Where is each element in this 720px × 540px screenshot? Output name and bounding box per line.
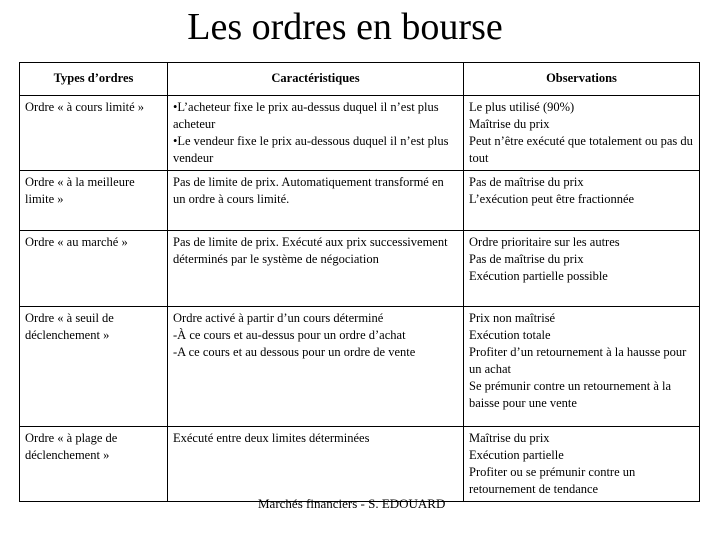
observation-line: Se prémunir contre un retournement à la baisse pour une vente — [469, 379, 672, 410]
table-row — [20, 96, 700, 171]
observation-line: L’exécution peut être fractionnée — [469, 192, 635, 206]
observation-line: Profiter ou se prémunir contre un retournement de tendance — [469, 465, 636, 496]
observation-line: Le plus utilisé (90%) — [469, 100, 575, 114]
table-row — [20, 171, 700, 231]
observation-line: Pas de maîtrise du prix — [469, 252, 584, 266]
observation-line: Pas de maîtrise du prix — [469, 175, 584, 189]
caracteristiques-cell — [168, 171, 464, 231]
observation-line: Ordre prioritaire sur les autres — [469, 235, 620, 249]
observations-cell — [464, 231, 700, 307]
caracteristique-line: Exécuté entre deux limites déterminées — [173, 431, 370, 445]
caracteristiques-cell — [168, 231, 464, 307]
caracteristique-line: Ordre activé à partir d’un cours déterminé — [173, 311, 384, 325]
order-type-cell: Ordre « à la meilleure limite » — [20, 171, 168, 231]
caracteristique-line: •Le vendeur fixe le prix au-dessous duquel il n’est plus vendeur — [173, 134, 449, 165]
observation-line: Exécution partielle — [469, 448, 564, 462]
caracteristique-line: •L’acheteur fixe le prix au-dessus duquel il n’est plus acheteur — [173, 100, 439, 131]
order-type-cell: Ordre « à plage de déclenchement » — [20, 427, 168, 502]
table-row — [20, 307, 700, 427]
order-type-cell: Ordre « au marché » — [20, 231, 168, 307]
caracteristiques-cell — [168, 427, 464, 502]
observation-line: Prix non maîtrisé — [469, 311, 556, 325]
caracteristique-line: -A ce cours et au dessous pour un ordre de vente — [173, 345, 416, 359]
order-type-cell: Ordre « à cours limité » — [20, 96, 168, 171]
observation-line: Exécution partielle possible — [469, 269, 608, 283]
observation-line: Maîtrise du prix — [469, 117, 550, 131]
table-row — [20, 427, 700, 502]
header-caracteristiques: Caractéristiques — [168, 63, 464, 96]
table-header-row — [20, 63, 700, 96]
observation-line: Profiter d’un retournement à la hausse pour un achat — [469, 345, 687, 376]
orders-table — [19, 62, 700, 502]
observations-cell — [464, 171, 700, 231]
caracteristiques-cell — [168, 307, 464, 427]
header-observations: Observations — [464, 63, 700, 96]
slide-title: Les ordres en bourse — [187, 6, 503, 48]
observations-cell — [464, 96, 700, 171]
observation-line: Peut n’être exécuté que totalement ou pas du tout — [469, 134, 693, 165]
observation-line: Maîtrise du prix — [469, 431, 550, 445]
order-type-cell: Ordre « à seuil de déclenchement » — [20, 307, 168, 427]
observations-cell — [464, 307, 700, 427]
caracteristique-line: -À ce cours et au-dessus pour un ordre d’achat — [173, 328, 406, 342]
header-types: Types d’ordres — [20, 63, 168, 96]
table-row — [20, 231, 700, 307]
caracteristique-line: Pas de limite de prix. Exécuté aux prix successivement déterminés par le système de négociation — [173, 235, 448, 266]
footer-credit: Marchés financiers - S. EDOUARD — [258, 496, 446, 511]
caracteristique-line: Pas de limite de prix. Automatiquement transformé en un ordre à cours limité. — [173, 175, 444, 206]
observation-line: Exécution totale — [469, 328, 551, 342]
observations-cell — [464, 427, 700, 502]
caracteristiques-cell — [168, 96, 464, 171]
